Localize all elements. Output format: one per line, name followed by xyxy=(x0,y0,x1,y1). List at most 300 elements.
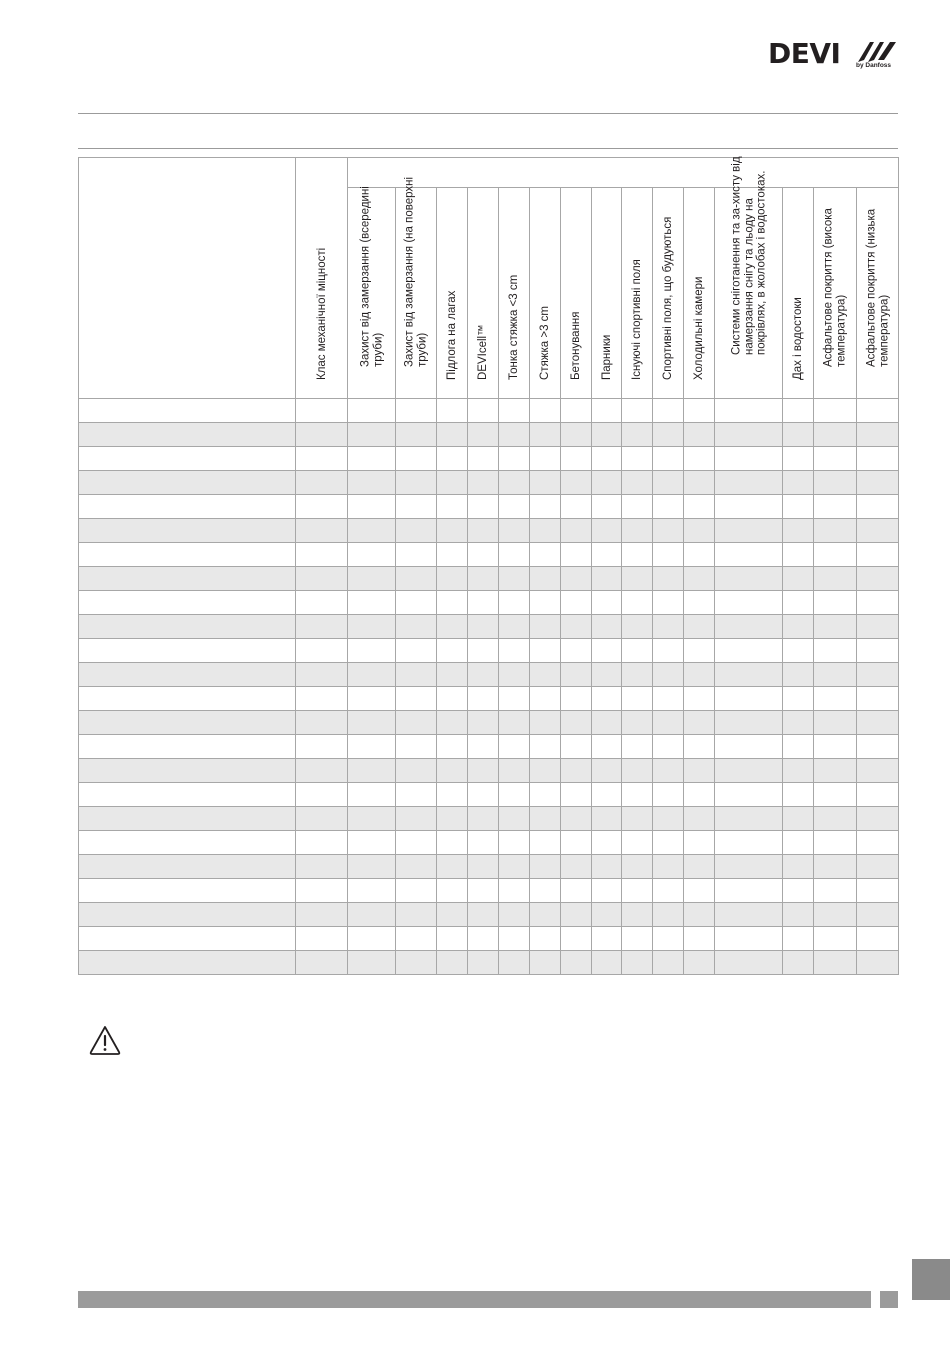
table-cell xyxy=(622,591,653,615)
table-cell xyxy=(622,519,653,543)
table-cell xyxy=(814,807,857,831)
table-cell xyxy=(348,759,396,783)
table-cell xyxy=(783,519,814,543)
table-cell xyxy=(79,639,296,663)
table-cell xyxy=(715,927,783,951)
table-cell xyxy=(592,495,622,519)
table-cell xyxy=(684,591,715,615)
table-cell xyxy=(857,807,899,831)
header-rule xyxy=(78,148,898,149)
table-cell xyxy=(348,639,396,663)
table-cell xyxy=(499,903,530,927)
table-cell xyxy=(622,687,653,711)
table-cell xyxy=(437,903,468,927)
table-cell xyxy=(622,855,653,879)
table-cell xyxy=(857,447,899,471)
table-cell xyxy=(396,639,437,663)
table-cell xyxy=(530,735,561,759)
table-cell xyxy=(396,615,437,639)
table-cell xyxy=(437,831,468,855)
table-cell xyxy=(296,903,348,927)
table-cell xyxy=(653,447,684,471)
column-header-cell xyxy=(783,188,814,399)
table-cell xyxy=(437,543,468,567)
table-cell xyxy=(814,831,857,855)
table-cell xyxy=(684,735,715,759)
table-cell xyxy=(348,711,396,735)
table-cell xyxy=(622,543,653,567)
table-cell xyxy=(468,399,499,423)
table-cell xyxy=(437,855,468,879)
table-cell xyxy=(468,543,499,567)
table-cell xyxy=(653,471,684,495)
table-cell xyxy=(653,759,684,783)
table-cell xyxy=(530,879,561,903)
column-header: Підлога на лагах xyxy=(445,290,458,380)
table-cell xyxy=(437,663,468,687)
table-cell xyxy=(592,663,622,687)
page-tab-marker xyxy=(912,1259,950,1300)
table-cell xyxy=(468,903,499,927)
table-cell xyxy=(348,927,396,951)
table-cell xyxy=(561,735,592,759)
table-cell xyxy=(499,783,530,807)
table-cell xyxy=(348,831,396,855)
column-header: Спортивні поля, що будуються xyxy=(661,216,674,380)
table-cell xyxy=(296,927,348,951)
table-cell xyxy=(857,495,899,519)
table-cell xyxy=(396,591,437,615)
table-cell xyxy=(530,519,561,543)
table-cell xyxy=(814,591,857,615)
table-cell xyxy=(348,423,396,447)
brand-name: DEVI xyxy=(768,37,841,70)
table-cell xyxy=(857,783,899,807)
table-cell xyxy=(296,615,348,639)
table-cell xyxy=(561,927,592,951)
table-cell xyxy=(296,855,348,879)
table-cell xyxy=(561,519,592,543)
table-cell xyxy=(592,399,622,423)
table-cell xyxy=(396,399,437,423)
column-header-cell xyxy=(530,188,561,399)
table-cell xyxy=(814,399,857,423)
table-cell xyxy=(348,615,396,639)
table-cell xyxy=(396,735,437,759)
column-header-cell xyxy=(653,188,684,399)
table-cell xyxy=(561,567,592,591)
table-cell xyxy=(348,855,396,879)
table-cell xyxy=(437,519,468,543)
table-row xyxy=(79,543,899,567)
table-cell xyxy=(783,543,814,567)
table-cell xyxy=(499,543,530,567)
table-cell xyxy=(396,807,437,831)
table-cell xyxy=(857,759,899,783)
table-cell xyxy=(783,735,814,759)
table-cell xyxy=(622,807,653,831)
table-cell xyxy=(79,519,296,543)
table-cell xyxy=(622,495,653,519)
table-cell xyxy=(592,783,622,807)
table-cell xyxy=(530,615,561,639)
column-header: Тонка стяжка <3 cm xyxy=(507,274,520,380)
table-cell xyxy=(468,927,499,951)
table-cell xyxy=(348,903,396,927)
column-header: DEVIcell™ xyxy=(476,323,489,380)
brand-sub: by Danfoss xyxy=(856,62,892,69)
table-cell xyxy=(530,591,561,615)
table-cell xyxy=(715,615,783,639)
table-cell xyxy=(653,927,684,951)
table-cell xyxy=(296,543,348,567)
column-header-cell xyxy=(684,188,715,399)
table-cell xyxy=(296,639,348,663)
table-cell xyxy=(653,639,684,663)
table-cell xyxy=(396,447,437,471)
table-cell xyxy=(715,471,783,495)
table-cell xyxy=(715,735,783,759)
table-cell xyxy=(348,663,396,687)
column-header-cell xyxy=(561,188,592,399)
table-cell xyxy=(622,615,653,639)
table-cell xyxy=(348,951,396,975)
table-cell xyxy=(592,927,622,951)
table-cell xyxy=(468,879,499,903)
column-header: Існуючі спортивні поля xyxy=(630,258,643,380)
column-header: Дах і водостоки xyxy=(791,296,804,380)
table-cell xyxy=(79,783,296,807)
column-header-cell xyxy=(499,188,530,399)
table-cell xyxy=(653,423,684,447)
table-cell xyxy=(348,519,396,543)
table-cell xyxy=(437,759,468,783)
table-cell xyxy=(396,423,437,447)
table-cell xyxy=(296,399,348,423)
table-cell xyxy=(783,615,814,639)
table-cell xyxy=(653,399,684,423)
table-cell xyxy=(622,711,653,735)
column-header: Захист від замерзання (всередині труби) xyxy=(359,186,384,367)
table-cell xyxy=(396,927,437,951)
table-cell xyxy=(499,663,530,687)
table-cell xyxy=(499,711,530,735)
table-cell xyxy=(684,543,715,567)
table-cell xyxy=(857,831,899,855)
table-row xyxy=(79,879,899,903)
table-cell xyxy=(857,519,899,543)
table-cell xyxy=(437,879,468,903)
table-cell xyxy=(530,783,561,807)
table-cell xyxy=(857,639,899,663)
table-cell xyxy=(653,711,684,735)
table-cell xyxy=(468,447,499,471)
table-cell xyxy=(592,423,622,447)
table-row xyxy=(79,519,899,543)
table-cell xyxy=(653,567,684,591)
table-cell xyxy=(653,663,684,687)
table-cell xyxy=(592,567,622,591)
table-cell xyxy=(296,471,348,495)
table-cell xyxy=(561,639,592,663)
table-cell xyxy=(499,447,530,471)
table-cell xyxy=(814,879,857,903)
table-cell xyxy=(530,831,561,855)
table-cell xyxy=(857,663,899,687)
table-cell xyxy=(814,711,857,735)
table-cell xyxy=(530,855,561,879)
table-cell xyxy=(684,807,715,831)
table-cell xyxy=(296,951,348,975)
table-cell xyxy=(530,543,561,567)
table-cell xyxy=(561,831,592,855)
table-cell xyxy=(814,567,857,591)
table-cell xyxy=(715,855,783,879)
table-cell xyxy=(296,783,348,807)
table-cell xyxy=(814,759,857,783)
table-cell xyxy=(437,639,468,663)
table-cell xyxy=(396,759,437,783)
table-cell xyxy=(499,855,530,879)
table-cell xyxy=(396,687,437,711)
table-cell xyxy=(561,591,592,615)
table-cell xyxy=(499,687,530,711)
table-cell xyxy=(396,495,437,519)
brand-wave-icon xyxy=(854,38,900,64)
table-row xyxy=(79,615,899,639)
table-cell xyxy=(561,711,592,735)
table-cell xyxy=(468,687,499,711)
table-row xyxy=(79,903,899,927)
table-cell xyxy=(622,639,653,663)
table-cell xyxy=(530,423,561,447)
table-cell xyxy=(348,735,396,759)
table-cell xyxy=(814,471,857,495)
column-header: Системи сніготанення та за-хисту від намерзання снігу та льоду на покрівлях, в жолобах і водостоках. xyxy=(729,155,767,355)
footer-bar xyxy=(78,1291,871,1308)
table-cell xyxy=(437,735,468,759)
table-cell xyxy=(783,495,814,519)
table-cell xyxy=(814,615,857,639)
table-cell xyxy=(79,543,296,567)
table-cell xyxy=(499,951,530,975)
table-cell xyxy=(684,567,715,591)
table-cell xyxy=(684,495,715,519)
table-cell xyxy=(437,567,468,591)
table-cell xyxy=(296,687,348,711)
table-row xyxy=(79,783,899,807)
table-cell xyxy=(684,423,715,447)
table-cell xyxy=(715,495,783,519)
table-cell xyxy=(783,951,814,975)
table-cell xyxy=(79,711,296,735)
table-cell xyxy=(530,711,561,735)
table-cell xyxy=(296,423,348,447)
table-cell xyxy=(783,711,814,735)
table-cell xyxy=(296,711,348,735)
table-cell xyxy=(783,855,814,879)
table-row xyxy=(79,591,899,615)
table-cell xyxy=(499,879,530,903)
table-cell xyxy=(468,471,499,495)
table-cell xyxy=(468,423,499,447)
table-cell xyxy=(396,519,437,543)
table-cell xyxy=(684,399,715,423)
table-cell xyxy=(561,471,592,495)
table-cell xyxy=(396,951,437,975)
table-cell xyxy=(622,423,653,447)
table-cell xyxy=(79,831,296,855)
table-cell xyxy=(814,663,857,687)
table-cell xyxy=(783,423,814,447)
table-cell xyxy=(592,807,622,831)
table-cell xyxy=(622,759,653,783)
table-cell xyxy=(592,855,622,879)
table-cell xyxy=(684,927,715,951)
table-cell xyxy=(715,423,783,447)
table-cell xyxy=(348,687,396,711)
table-cell xyxy=(684,879,715,903)
table-cell xyxy=(396,711,437,735)
table-cell xyxy=(783,903,814,927)
table-cell xyxy=(437,807,468,831)
table-cell xyxy=(561,615,592,639)
table-cell xyxy=(715,663,783,687)
table-cell xyxy=(437,495,468,519)
table-cell xyxy=(783,879,814,903)
strength-header: Клас механічної міцності xyxy=(315,247,328,380)
table-cell xyxy=(499,567,530,591)
table-cell xyxy=(592,759,622,783)
table-cell xyxy=(715,591,783,615)
table-cell xyxy=(684,615,715,639)
column-header: Асфальтове покриття (висока температура) xyxy=(822,208,847,367)
table-cell xyxy=(530,663,561,687)
table-row xyxy=(79,495,899,519)
table-row xyxy=(79,687,899,711)
table-cell xyxy=(79,687,296,711)
table-cell xyxy=(437,927,468,951)
table-cell xyxy=(296,735,348,759)
table-cell xyxy=(296,759,348,783)
table-cell xyxy=(79,735,296,759)
table-cell xyxy=(592,735,622,759)
table-cell xyxy=(499,759,530,783)
table-cell xyxy=(396,663,437,687)
table-cell xyxy=(468,807,499,831)
table-cell xyxy=(653,687,684,711)
column-header-cell xyxy=(622,188,653,399)
table-cell xyxy=(622,951,653,975)
table-cell xyxy=(499,735,530,759)
table-cell xyxy=(437,591,468,615)
table-cell xyxy=(857,687,899,711)
table-cell xyxy=(79,663,296,687)
table-cell xyxy=(653,615,684,639)
table-cell xyxy=(857,879,899,903)
table-cell xyxy=(814,903,857,927)
table-cell xyxy=(348,591,396,615)
table-row xyxy=(79,399,899,423)
table-cell xyxy=(684,447,715,471)
table-cell xyxy=(715,711,783,735)
table-row xyxy=(79,735,899,759)
table-row xyxy=(79,663,899,687)
table-cell xyxy=(296,663,348,687)
table-cell xyxy=(499,831,530,855)
table-cell xyxy=(783,591,814,615)
table-cell xyxy=(653,855,684,879)
table-cell xyxy=(857,423,899,447)
table-cell xyxy=(468,951,499,975)
table-cell xyxy=(396,567,437,591)
table-cell xyxy=(530,471,561,495)
table-cell xyxy=(684,471,715,495)
table-cell xyxy=(79,423,296,447)
column-header: Бетонування xyxy=(569,310,582,380)
table-cell xyxy=(530,903,561,927)
table-cell xyxy=(783,399,814,423)
table-cell xyxy=(622,831,653,855)
table-row xyxy=(79,807,899,831)
table-row xyxy=(79,927,899,951)
table-cell xyxy=(296,567,348,591)
table-cell xyxy=(783,471,814,495)
table-cell xyxy=(396,903,437,927)
table-cell xyxy=(622,735,653,759)
table-cell xyxy=(857,471,899,495)
table-cell xyxy=(561,495,592,519)
table-cell xyxy=(79,567,296,591)
column-header: Стяжка >3 cm xyxy=(538,305,551,380)
table-cell xyxy=(437,711,468,735)
table-cell xyxy=(592,711,622,735)
table-cell xyxy=(653,783,684,807)
table-cell xyxy=(561,447,592,471)
table-cell xyxy=(499,615,530,639)
table-cell xyxy=(684,903,715,927)
table-cell xyxy=(592,831,622,855)
table-cell xyxy=(814,855,857,879)
table-cell xyxy=(499,591,530,615)
table-cell xyxy=(348,495,396,519)
table-cell xyxy=(396,543,437,567)
table-cell xyxy=(684,951,715,975)
table-cell xyxy=(79,399,296,423)
table-cell xyxy=(79,927,296,951)
table-cell xyxy=(499,495,530,519)
column-header-cell xyxy=(437,188,468,399)
table-cell xyxy=(857,735,899,759)
table-cell xyxy=(530,951,561,975)
table-cell xyxy=(348,783,396,807)
table-cell xyxy=(715,831,783,855)
table-cell xyxy=(592,615,622,639)
table-cell xyxy=(622,879,653,903)
table-cell xyxy=(653,951,684,975)
table-cell xyxy=(715,951,783,975)
table-cell xyxy=(437,783,468,807)
table-cell xyxy=(814,735,857,759)
table-cell xyxy=(592,903,622,927)
table-cell xyxy=(561,663,592,687)
table-cell xyxy=(437,399,468,423)
table-cell xyxy=(783,663,814,687)
table-row xyxy=(79,855,899,879)
table-cell xyxy=(783,807,814,831)
table-cell xyxy=(653,735,684,759)
table-cell xyxy=(684,783,715,807)
